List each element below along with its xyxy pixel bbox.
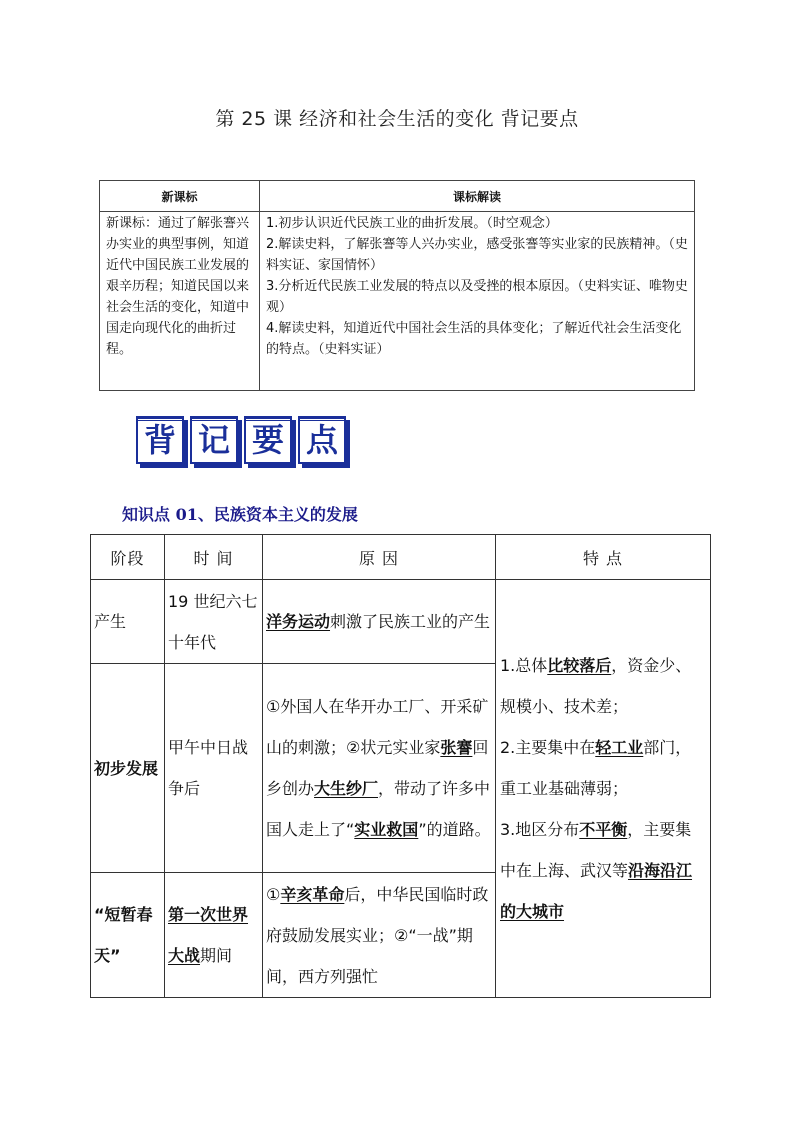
page-title: 第 25 课 经济和社会生活的变化 背记要点 [215, 108, 579, 130]
reason-text: 刺激了民族工业的产生 [330, 612, 491, 631]
reason-cell [263, 664, 496, 873]
stamp-char: 要 [244, 416, 292, 464]
stamp-char: 点 [298, 416, 346, 464]
reason-text: ”的道路。 [418, 820, 491, 839]
reason-cell [263, 580, 496, 664]
emphasis-term: 不平衡 [579, 820, 628, 839]
emphasis-term: 张謇 [440, 738, 473, 757]
time-text: 期间 [200, 946, 233, 965]
interpretation-item: 3.分析近代民族工业发展的特点以及受挫的根本原因。（史料实证、唯物史观） [266, 279, 688, 315]
interpretation-item: 2.解读史料，了解张謇等人兴办实业，感受张謇等实业家的民族精神。（史料实证、家国情怀） [266, 237, 688, 273]
header-standard-interpretation: 课标解读 [260, 181, 695, 212]
header-stage: 阶段 [91, 535, 165, 580]
emphasis-term: 实业救国 [354, 820, 419, 839]
interpretation-item: 4.解读史料，知道近代中国社会生活的具体变化；了解近代社会生活变化的特点。（史料实证） [266, 321, 682, 357]
header-new-standard: 新课标 [100, 181, 260, 212]
stamp-char: 背 [136, 416, 184, 464]
feature-item [500, 645, 706, 727]
feature-text: 部门，重工业基础薄弱； [500, 738, 692, 798]
interpretation-item: 1.初步认识近代民族工业的曲折发展。（时空观念） [266, 216, 558, 231]
time-cell: 甲午中日战争后 [165, 664, 263, 873]
header-features: 特 点 [496, 535, 711, 580]
emphasis-term: 轻工业 [595, 738, 644, 757]
features-cell [496, 580, 711, 998]
emphasis-term: 第一次世界大战 [168, 905, 249, 965]
emphasis-term: 辛亥革命 [280, 884, 345, 904]
emphasis-term: 洋务运动 [266, 612, 331, 631]
feature-text: 2.主要集中在 [500, 738, 596, 757]
time-cell: 19 世纪六七十年代 [165, 580, 263, 664]
emphasis-term: 大生纱厂 [314, 779, 379, 798]
reason-text: 后，中华民国临时政府鼓励发展实业；②“一战”期间，西方列强忙 [266, 884, 489, 986]
reason-text: 回乡创办 [266, 738, 489, 798]
new-standard-text: 新课标：通过了解张謇兴办实业的典型事例，知道近代中国民族工业发展的艰辛历程；知道民国以来社会生活的变化，知道中国走向现代化的曲折过程。 [100, 212, 260, 391]
feature-text: 3.地区分布 [500, 820, 580, 839]
reason-cell [263, 873, 496, 998]
header-reason: 原 因 [263, 535, 496, 580]
memorize-points-banner [136, 416, 346, 464]
emphasis-term: 沿海沿江的大城市 [500, 861, 693, 921]
stage-cell: 初步发展 [91, 664, 165, 873]
standard-interpretation [260, 212, 695, 391]
feature-text: ，资金少、规模小、技术差； [500, 656, 692, 716]
stamp-char: 记 [190, 416, 238, 464]
header-time: 时 间 [165, 535, 263, 580]
feature-item [500, 727, 706, 809]
reason-text: ① [266, 884, 281, 904]
knowledge-point-heading: 知识点 01、民族资本主义的发展 [122, 505, 358, 524]
stage-cell: 产生 [91, 580, 165, 664]
reason-text: ，带动了许多中国人走上了“ [266, 779, 491, 839]
time-cell [165, 873, 263, 998]
feature-text: ，主要集中在上海、武汉等 [500, 820, 692, 880]
reason-text: ①外国人在华开办工厂、开采矿山的刺激；②状元实业家 [266, 697, 489, 757]
stage-cell: “短暂春天” [91, 873, 165, 998]
curriculum-standards-table [99, 180, 695, 391]
feature-text: 1.总体 [500, 656, 548, 675]
feature-item [500, 809, 706, 932]
emphasis-term: 比较落后 [547, 656, 612, 675]
capitalism-development-table [90, 534, 711, 998]
